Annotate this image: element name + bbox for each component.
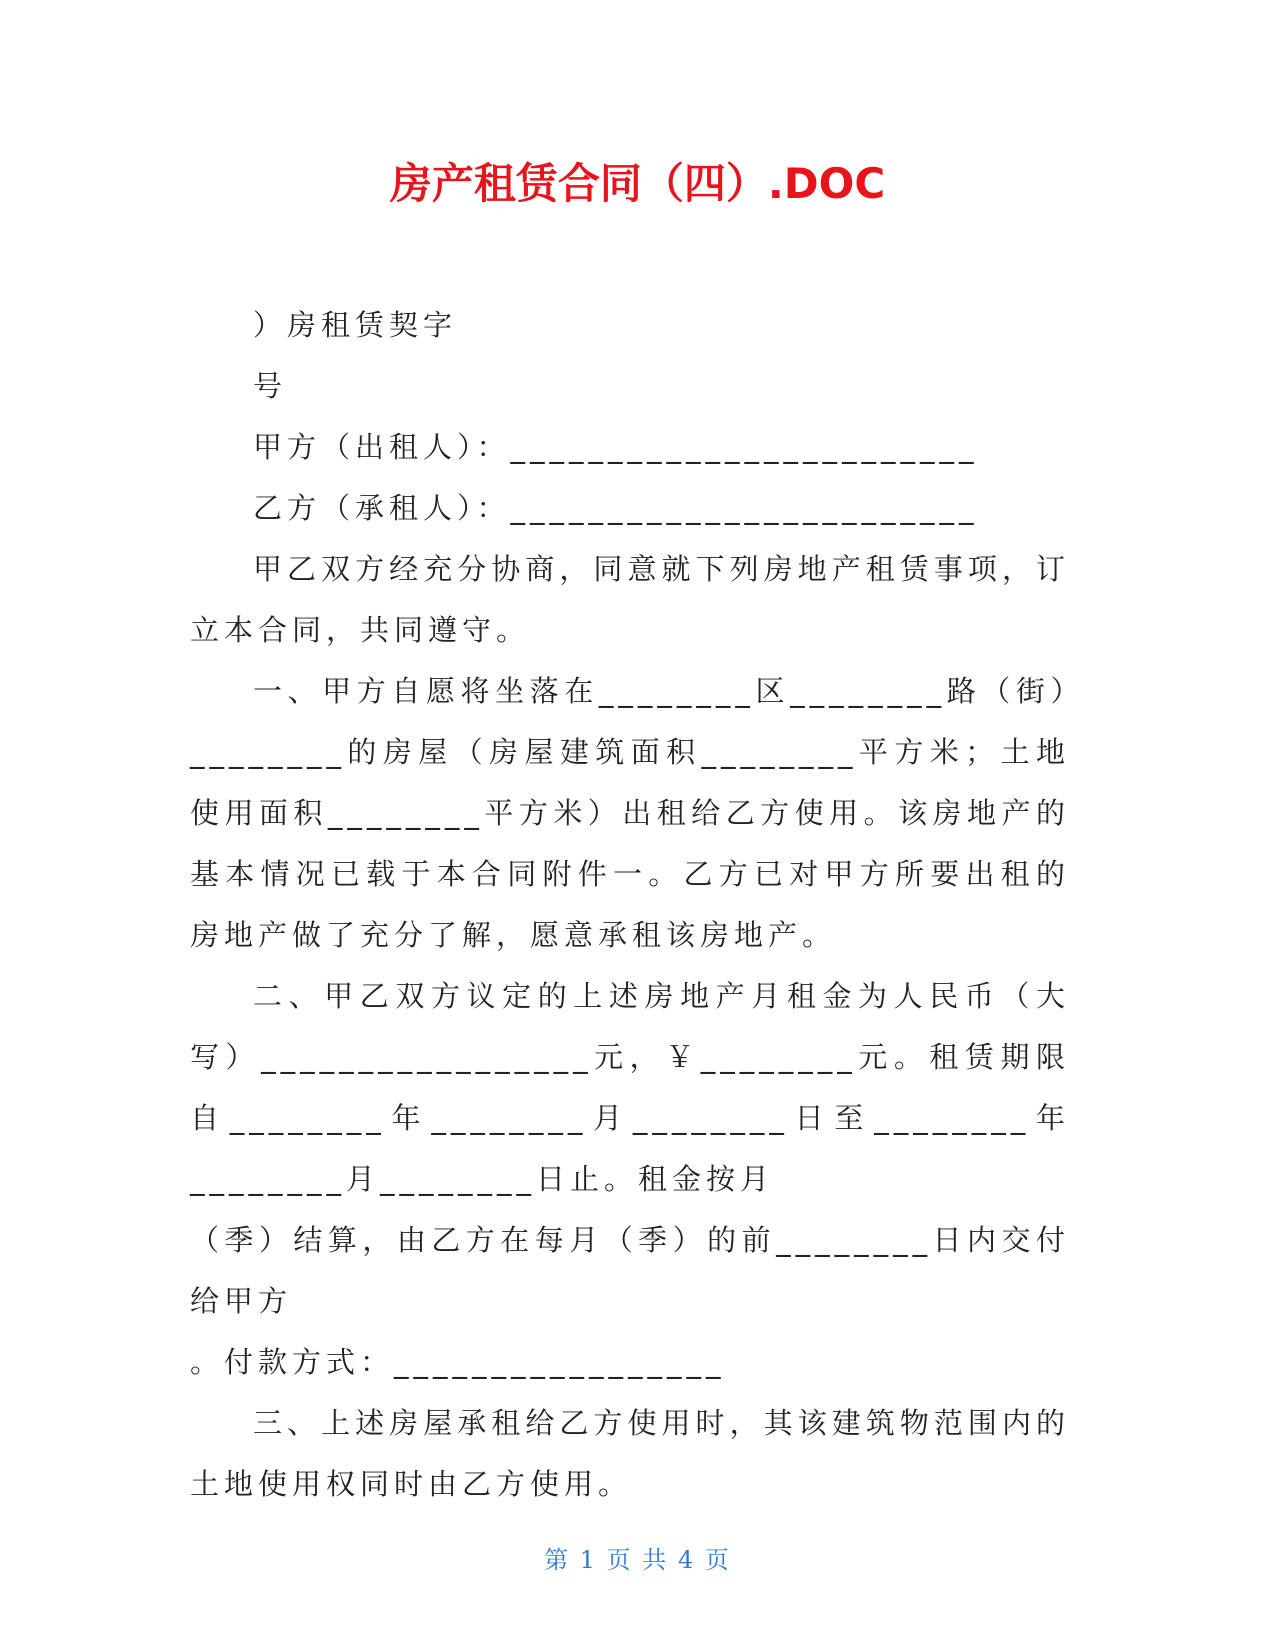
contract-number-line: ）房租赁契字 <box>253 308 458 342</box>
number-line: 号 <box>253 369 288 403</box>
document-title: 房产租赁合同（四）.DOC <box>389 159 886 208</box>
clause-2-settlement-line: （季）结算，由乙方在每月（季）的前________日内交付给甲方 <box>190 1223 1070 1318</box>
clause-3-paragraph: 三、上述房屋承租给乙方使用时，其该建筑物范围内的土地使用权同时由乙方使用。 <box>190 1406 1070 1501</box>
page-footer: 第 1 页 共 4 页 <box>544 1546 731 1574</box>
party-b-line: 乙方（承租人）：________________________ <box>253 491 979 525</box>
party-a-line: 甲方（出租人）：________________________ <box>253 430 979 464</box>
document-body <box>190 295 1070 1515</box>
preamble-paragraph: 甲乙双方经充分协商，同意就下列房地产租赁事项，订立本合同，共同遵守。 <box>190 552 1070 647</box>
clause-2-paragraph: 二、甲乙双方议定的上述房地产月租金为人民币（大写）_________________元，￥________元。租赁期限自________年________月________日至________年________月________日止。租金按月 <box>190 979 1070 1196</box>
clause-2-payment-line: 。付款方式：_________________ <box>190 1345 726 1379</box>
clause-1-paragraph: 一、甲方自愿将坐落在________区________路（街）________的房屋（房屋建筑面积________平方米；土地使用面积________平方米）出租给乙方使用。该房地产的基本情况已载于本合同附件一。乙方已对甲方所要出租的房地产做了充分了解，愿意承租该房地产。 <box>190 674 1070 952</box>
